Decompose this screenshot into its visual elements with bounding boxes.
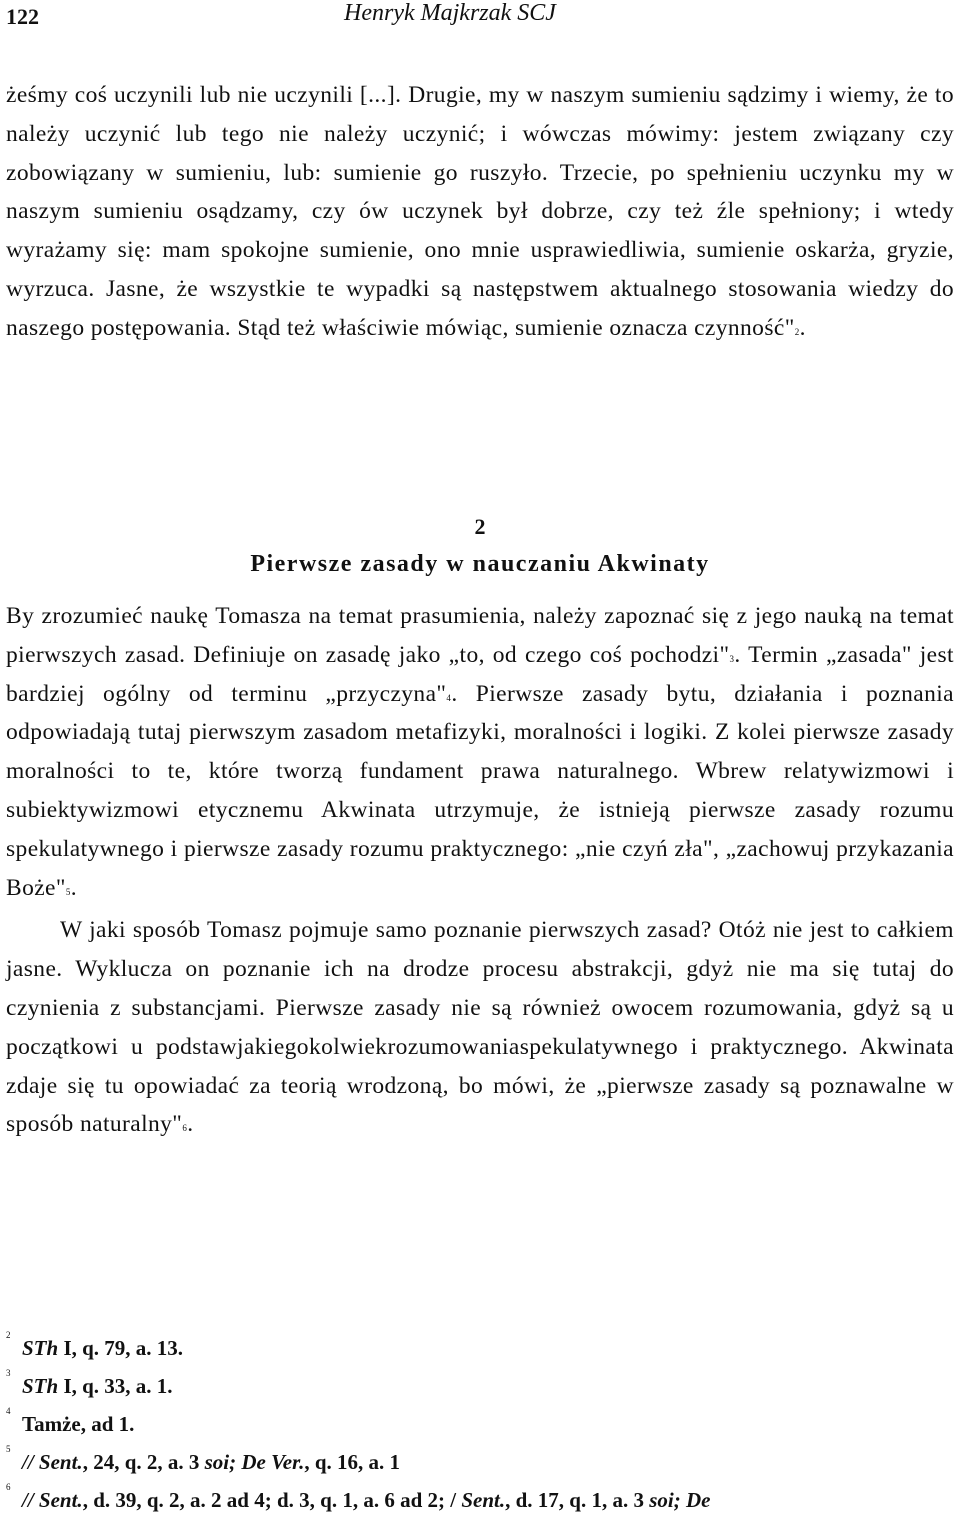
paragraph-2-part-1: W jaki sposób Tomasz pojmuje samo poznanie pierwszych zasad? Otóż nie jest to całkiem jasne. Wyklucza on poznanie ich na drodze procesu abstrakcji, gdyż nie ma się tutaj do czynienia z substancjami. Pierwsze zasady nie są również owocem rozumowania, gdyż są u początkowi u podstawjakiegokolwiekrozumowaniaspekulatywnego i praktycznego. Akwinata zdaje się tu opowiadać za teorią wrodzoną, bo mówi, że „pierwsze zasady są poznawalne w sposób naturalny" bbox=[6, 917, 954, 1138]
footnote-source: STh bbox=[22, 1336, 59, 1360]
footnote-mark: 5 bbox=[6, 1444, 11, 1454]
page-header bbox=[0, 0, 960, 40]
paragraph-1-part-3: . Pierwsze zasady bytu, działania i poznania odpowiadają tutaj pierwszym zasadom metafizyki, moralności i logiki. Z kolei pierwsze zasady moralności to te, które tworzą fundament prawa naturalnego. Wbrew relatywizmowi i subiektywizmowi etycznemu Akwinata utrzymuje, że istnieją pierwsze zasady rozumu spekulatywnego i pierwsze zasady rozumu praktycznego: „nie czyń zła", „zachowuj przykazania Boże" bbox=[6, 680, 954, 901]
continuation-block bbox=[6, 76, 954, 348]
footnote-ref-2: 2 bbox=[794, 326, 800, 337]
footnote-source: // Sent. bbox=[22, 1488, 83, 1512]
footnote-mark: 2 bbox=[6, 1330, 11, 1340]
continuation-paragraph bbox=[6, 76, 954, 348]
continuation-text: żeśmy coś uczynili lub nie uczynili [...]. Drugie, my w naszym sumieniu sądzimy i wiemy, że to należy uczynić lub tego nie należy uczynić; i wówczas mówimy: jestem związany czy zobowiązany w sumieniu, lub: sumienie go ruszyło. Trzecie, po spełnieniu uczynku my w naszym sumieniu osądzamy, czy ów uczynek był dobrze, czy też źle spełniony; i wtedy wyrażamy się: mam spokojne sumienie, ono mnie usprawiedliwia, sumienie oskarża, gryzie, wyrzuca. Jasne, że wszystkie te wypadki są następstwem aktualnego stosowania wiedzy do naszego postępowania. Stąd też właściwie mówiąc, sumienie oznacza czynność" bbox=[6, 82, 954, 341]
footnote-source: STh bbox=[22, 1374, 59, 1398]
footnote-ref-4: 4 bbox=[446, 692, 452, 703]
footnote-source-2: soi; De Ver. bbox=[204, 1450, 305, 1474]
footnote-ref-5: 5 bbox=[65, 886, 71, 897]
footnote-mark: 4 bbox=[6, 1406, 11, 1416]
footnote-citation: I, q. 33, a. 1. bbox=[58, 1374, 173, 1398]
footnote-citation: Tamże, ad 1. bbox=[22, 1412, 135, 1436]
paragraph-1-part-4: . bbox=[70, 874, 78, 901]
continuation-end: . bbox=[799, 314, 806, 341]
running-head: Henryk Majkrzak SCJ bbox=[344, 0, 556, 26]
footnote-mark: 6 bbox=[6, 1482, 11, 1492]
paragraph-1-part-2: . Termin „zasada" jest bardziej ogólny od terminu „przyczyna" bbox=[6, 641, 954, 707]
paragraph-1 bbox=[6, 597, 954, 907]
section-body bbox=[6, 597, 954, 1144]
footnote-citation: , 24, q. 2, a. 3 bbox=[82, 1450, 205, 1474]
footnote-mark: 3 bbox=[6, 1368, 11, 1378]
footnote-source: // Sent. bbox=[22, 1450, 83, 1474]
footnote-citation: I, q. 79, a. 13. bbox=[58, 1336, 184, 1360]
footnote-citation: , d. 39, q. 2, a. 2 ad 4; d. 3, q. 1, a. 6 ad 2; / bbox=[82, 1488, 462, 1512]
footnote-ref-6: 6 bbox=[182, 1123, 188, 1134]
paragraph-2 bbox=[6, 911, 954, 1144]
footnote-citation-2: , q. 16, a. 1 bbox=[304, 1450, 401, 1474]
paragraph-2-part-2: . bbox=[187, 1111, 194, 1138]
footnote-source-2: Sent. bbox=[461, 1488, 506, 1512]
footnote-citation-2: , d. 17, q. 1, a. 3 bbox=[505, 1488, 650, 1512]
footnote-source-3: soi; De bbox=[649, 1488, 711, 1512]
section-number: 2 bbox=[474, 514, 486, 539]
paragraph-1-part-1: By zrozumieć naukę Tomasza na temat prasumienia, należy zapoznać się z jego nauką na temat pierwszych zasad. Definiuje on zasadę jako „to, od czego coś pochodzi" bbox=[6, 603, 954, 668]
section-title: Pierwsze zasady w nauczaniu Akwinaty bbox=[250, 551, 710, 577]
footnote-ref-3: 3 bbox=[729, 653, 735, 664]
page-number: 122 bbox=[6, 4, 39, 29]
